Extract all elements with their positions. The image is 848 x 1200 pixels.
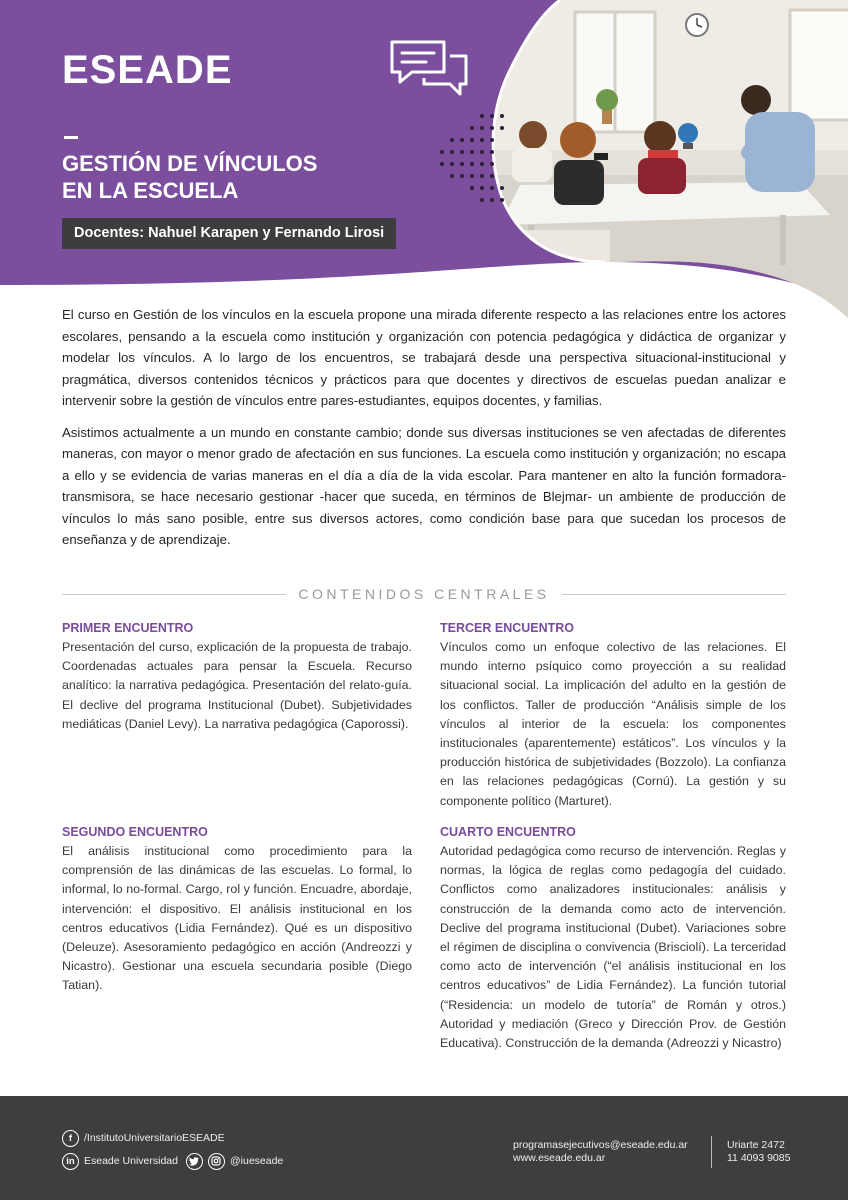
address-phone: 11 4093 9085 <box>727 1152 791 1164</box>
block-text: Vínculos como un enfoque colectivo de las relaciones. El mundo interno psíquico como proyección a su realidad situacional social. La implicación del adulto en la gestión de los conflictos. Taller de producción “Análisis simple de los vínculos al interior de la escuela: los componentes institucionales (aparentemente) estáticos”. Los vínculos y la producción histórica de subjetividades (Bozzolo). La confianza en las relaciones pedagógicas (Cornú). La gestión y su componente político (Marturet). <box>440 640 786 808</box>
title-dash <box>64 136 78 139</box>
footer-address <box>727 1139 790 1165</box>
contents-heading-label: CONTENIDOS CENTRALES <box>298 586 550 602</box>
eseade-logo: ESEADE <box>62 48 233 92</box>
linkedin-icon[interactable]: in <box>62 1153 79 1170</box>
course-title <box>62 150 392 204</box>
content-block-tercer <box>440 620 786 811</box>
intro-paragraph-2: Asistimos actualmente a un mundo en constante cambio; donde sus diversas instituciones se ven afectadas de diferentes maneras, con mayor o menor grado de afectación en sus funciones. La escuela como institución y organización; no escapa a ello y se evidencia de varias maneras en el día a día de la vida escolar. Para mantener en alto la función formadora-transmisora, se hace necesario gestionar -hacer que suceda, en términos de Blejmar- un ambiente de producción de vínculos lo más sano posible, entre sus diversos actores, como condición base para que sucedan los procesos de enseñanza y de aprendizaje. <box>62 424 786 547</box>
facebook-link[interactable] <box>62 1128 291 1148</box>
dots-decoration <box>436 112 516 207</box>
block-title: CUARTO ENCUENTRO <box>440 825 576 839</box>
intro <box>62 304 786 551</box>
footer-contact <box>513 1139 688 1165</box>
content-block-cuarto <box>440 824 786 1053</box>
footer-separator <box>711 1136 712 1168</box>
chat-bubbles-icon <box>388 38 470 100</box>
linkedin-handle[interactable]: Eseade Universidad <box>84 1155 178 1167</box>
teachers-badge: Docentes: Nahuel Karapen y Fernando Lirosi <box>62 218 396 249</box>
content-block-primer <box>62 620 412 734</box>
facebook-handle: /InstitutoUniversitarioESEADE <box>84 1132 225 1144</box>
social-row-2 <box>62 1151 291 1171</box>
block-title: SEGUNDO ENCUENTRO <box>62 825 208 839</box>
contact-website[interactable]: www.eseade.edu.ar <box>513 1152 606 1164</box>
address-street: Uriarte 2472 <box>727 1139 785 1151</box>
footer <box>0 1096 848 1200</box>
course-title-line1: GESTIÓN DE VÍNCULOS <box>62 151 318 176</box>
intro-paragraph-1: El curso en Gestión de los vínculos en la escuela propone una mirada diferente respecto a las relaciones entre los actores escolares, pensando a la escuela como institución y organización con potencia pedagógica y didáctica de organizar y modelar los vínculos. A lo largo de los encuentros, se trabajará desde una perspectiva situacional-institucional y pragmática, diversos contenidos técnicos y prácticos para que docentes y directivos de escuelas puedan analizar e intervenir sobre la gestión de vínculos entre pares-estudiantes, equipos docentes, y familias. <box>62 307 786 408</box>
heading-line-right <box>562 594 786 595</box>
block-title: TERCER ENCUENTRO <box>440 621 575 635</box>
block-text: Presentación del curso, explicación de la propuesta de trabajo. Coordenadas actuales para pensar la Escuela. Recurso analítico: la narrativa pedagógica. Presentación del relato-guía. El declive del programa Institucional (Dubet). Subjetividades mediáticas (Daniel Levy). La narrativa pedagógica (Caporossi). <box>62 640 412 731</box>
content-block-segundo <box>62 824 412 996</box>
facebook-icon: f <box>62 1130 79 1147</box>
twitter-instagram-handle[interactable]: @iueseade <box>229 1155 284 1167</box>
instagram-icon[interactable] <box>208 1153 225 1170</box>
contents-heading <box>62 584 786 604</box>
contact-email[interactable]: programasejecutivos@eseade.edu.ar <box>513 1139 688 1151</box>
block-title: PRIMER ENCUENTRO <box>62 621 194 635</box>
block-text: El análisis institucional como procedimiento para la comprensión de las dinámicas de las escuelas. Lo formal, lo informal, lo no-formal. Cargo, rol y función. Encuadre, abordaje, intervención: el dispositivo. El análisis institucional en los centros educativos (Lidia Fernández). Qué es un dispositivo (Deleuze). Asesoramiento pedagógico en acción (Andreozzi y Nicastro). Gestionar una escuela secundaria posible (Diego Tatian). <box>62 844 412 993</box>
course-title-line2: EN LA ESCUELA <box>62 178 239 203</box>
block-text: Autoridad pedagógica como recurso de intervención. Reglas y normas, la lógica de reglas como pedagogía del cuidado. Conflictos como analizadores institucionales: análisis y construcción de la demanda como acto de intervención. Declive del programa institucional (Dubet). Variaciones sobre el régimen de disciplina o convivencia (Brisciolí). La terceridad como acto de intervención (“el análisis institucional en los centros educativos” de Lidia Fernández). La función tutorial (“Residencia: un modelo de tutoría” de Román y otros.) Autoridad y mediación (Greco y Dirección Prov. de Gestión Educativa). Construcción de la demanda (Adreozzi y Nicastro) <box>440 844 786 1051</box>
twitter-icon[interactable] <box>186 1153 203 1170</box>
footer-social <box>62 1128 291 1174</box>
